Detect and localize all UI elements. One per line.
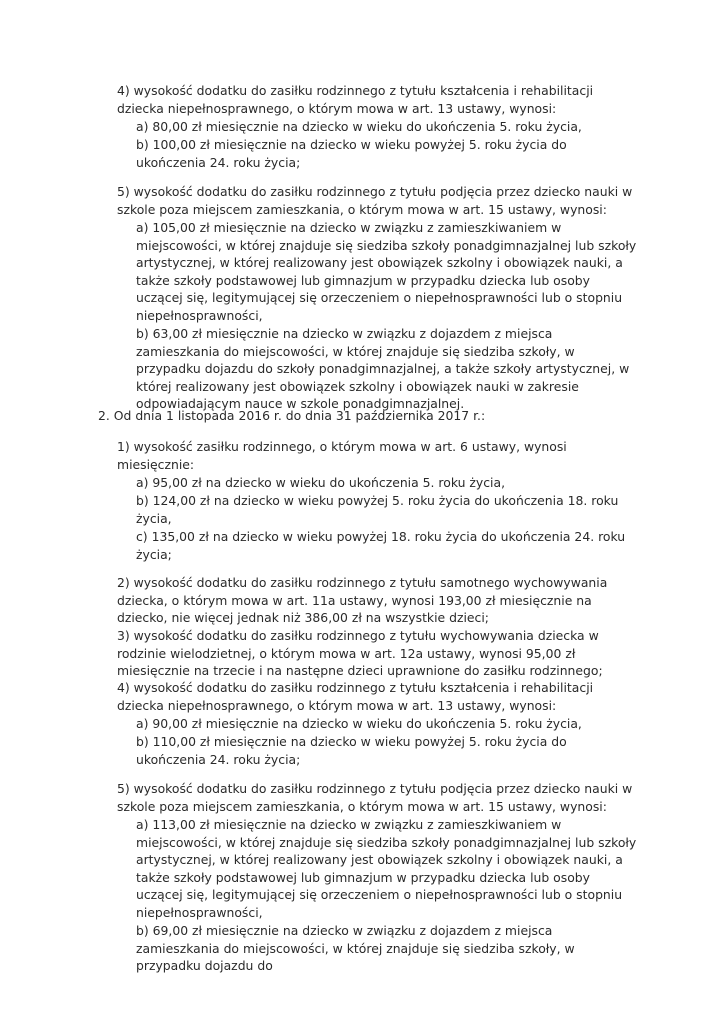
p1-item5-a: a) 105,00 zł miesięcznie na dziecko w związku z zamieszkiwaniem w miejscowości, w której znajduje się siedziba szkoły ponadgimnazjalnej lub szkoły artystycznej, w której realizowany jest obowiązek szkolny i obowiązek nauki, a także szkoły podstawowej lub gimnazjum w przypadku dziecka lub osoby uczącej się, legitymującej się orzeczeniem o niepełnosprawności lub o stopniu niepełnosprawności,: [136, 220, 637, 323]
p1-item5-b: b) 63,00 zł miesięcznie na dziecko w związku z dojazdem z miejsca zamieszkania do miejscowości, w której znajduje się siedziba szkoły, w przypadku dojazdu do szkoły ponadgimnazjalnej, a także szkoły artystycznej, w której realizowany jest obowiązek szkolny i obowiązek nauki w zakresie odpowiadającym nauce w szkole ponadgimnazjalnej.: [136, 326, 630, 412]
p1-item4-a: a) 80,00 zł miesięcznie na dziecko w wieku do ukończenia 5. roku życia,: [136, 119, 582, 134]
s2-item4-text: 4) wysokość dodatku do zasiłku rodzinnego z tytułu kształcenia i rehabilitacji dziecka niepełnosprawnego, o którym mowa w art. 13 ustawy, wynosi:: [117, 680, 594, 713]
s2-item5-text: 5) wysokość dodatku do zasiłku rodzinnego z tytułu podjęcia przez dziecko nauki w szkole poza miejscem zamieszkania, o którym mowa w art. 15 ustawy, wynosi:: [117, 781, 633, 814]
s2-item5-b: b) 69,00 zł miesięcznie na dziecko w związku z dojazdem z miejsca zamieszkania do miejscowości, w której znajduje się siedziba szkoły, w przypadku dojazdu do: [136, 923, 575, 974]
p1-item5-text: 5) wysokość dodatku do zasiłku rodzinnego z tytułu podjęcia przez dziecko nauki w szkole poza miejscem zamieszkania, o którym mowa w art. 15 ustawy, wynosi:: [117, 184, 633, 217]
s2-item1-text: 1) wysokość zasiłku rodzinnego, o którym mowa w art. 6 ustawy, wynosi miesięcznie:: [117, 439, 567, 472]
s2-item2-text: 2) wysokość dodatku do zasiłku rodzinnego z tytułu samotnego wychowywania dziecka, o którym mowa w art. 11a ustawy, wynosi 193,00 zł miesięcznie na dziecko, nie więcej jednak niż 386,00 zł na wszystkie dzieci;: [117, 575, 608, 626]
s2-item3-text: 3) wysokość dodatku do zasiłku rodzinnego z tytułu wychowywania dziecka w rodzinie wielodzietnej, o którym mowa w art. 12a ustawy, wynosi 95,00 zł miesięcznie na trzecie i na następne dzieci uprawnione do zasiłku rodzinnego;: [117, 628, 603, 679]
s2-item5-a: a) 113,00 zł miesięcznie na dziecko w związku z zamieszkiwaniem w miejscowości, w której znajduje się siedziba szkoły ponadgimnazjalnej lub szkoły artystycznej, w której realizowany jest obowiązek szkolny i obowiązek nauki, a także szkoły podstawowej lub gimnazjum w przypadku dziecka lub osoby uczącej się, legitymującej się orzeczeniem o niepełnosprawności lub o stopniu niepełnosprawności,: [136, 817, 637, 920]
s2-item1-a: a) 95,00 zł na dziecko w wieku do ukończenia 5. roku życia,: [136, 475, 506, 490]
s2-item1-c: c) 135,00 zł na dziecko w wieku powyżej 18. roku życia do ukończenia 24. roku życia;: [136, 529, 626, 562]
p1-item4-b: b) 100,00 zł miesięcznie na dziecko w wieku powyżej 5. roku życia do ukończenia 24. roku życia;: [136, 137, 567, 170]
section-2-heading: 2. Od dnia 1 listopada 2016 r. do dnia 31 października 2017 r.:: [98, 408, 486, 423]
s2-item1-b: b) 124,00 zł na dziecko w wieku powyżej 5. roku życia do ukończenia 18. roku życia,: [136, 493, 619, 526]
s2-item4-a: a) 90,00 zł miesięcznie na dziecko w wieku do ukończenia 5. roku życia,: [136, 716, 582, 731]
p1-item4-text: 4) wysokość dodatku do zasiłku rodzinnego z tytułu kształcenia i rehabilitacji dziecka niepełnosprawnego, o którym mowa w art. 13 ustawy, wynosi:: [117, 83, 594, 116]
s2-item4-b: b) 110,00 zł miesięcznie na dziecko w wieku powyżej 5. roku życia do ukończenia 24. roku życia;: [136, 734, 567, 767]
